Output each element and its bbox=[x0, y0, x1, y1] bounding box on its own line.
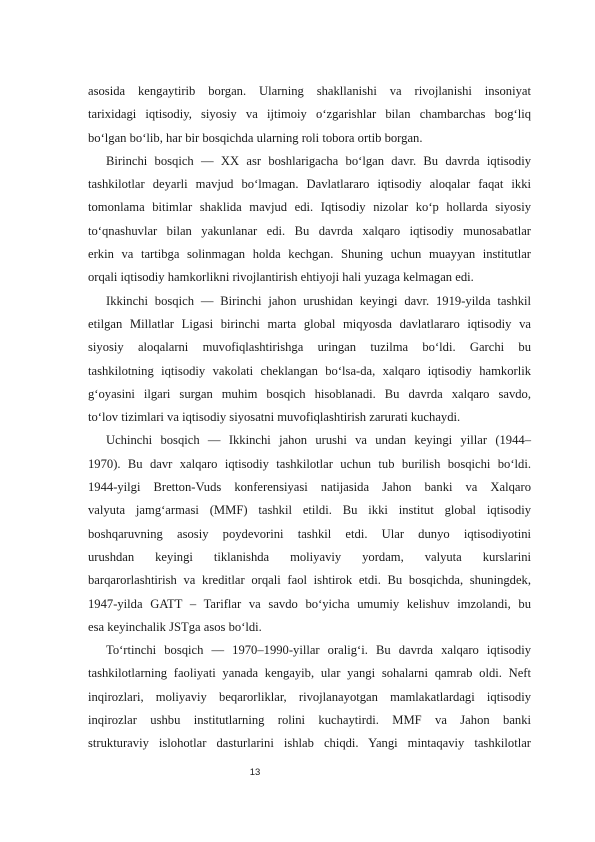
text-line: inqirozlari, moliyaviy beqarorliklar, rivojlanayotgan mamlakatlardagi iqtisodiy bbox=[88, 689, 531, 704]
text-line: tomonlama bitimlar shaklida mavjud edi. Iqtisodiy nizolar ko‘p hollarda siyosiy bbox=[88, 200, 531, 215]
text-line: To‘rtinchi bosqich — 1970–1990-yillar oralig‘i. Bu davrda xalqaro iqtisodiy bbox=[106, 643, 531, 658]
paragraph-4 bbox=[88, 429, 531, 639]
text-line: tashkilotning iqtisodiy vakolati cheklangan bo‘lsa-da, xalqaro iqtisodiy hamkorlik bbox=[88, 363, 531, 378]
text-line: 1944-yilgi Bretton-Vuds konferensiyasi natijasida Jahon banki va Xalqaro bbox=[88, 480, 531, 495]
text-line: siyosiy aloqalarni muvofiqlashtirishga uringan tuzilma bo‘ldi. Garchi bu bbox=[88, 340, 531, 355]
paragraph-1 bbox=[88, 80, 531, 150]
text-line: Birinchi bosqich — XX asr boshlarigacha bo‘lgan davr. Bu davrda iqtisodiy bbox=[106, 153, 531, 168]
text-line: Uchinchi bosqich — Ikkinchi jahon urushi va undan keyingi yillar (1944– bbox=[106, 433, 531, 448]
text-line: orqali iqtisodiy hamkorlikni rivojlantirish ehtiyoji hali yuzaga kelmagan edi. bbox=[88, 270, 474, 285]
page-number: 13 bbox=[249, 767, 261, 778]
text-line: erkin va tartibga solinmagan holda kechgan. Shuning uchun muayyan institutlar bbox=[88, 247, 531, 262]
text-line: asosida kengaytirib borgan. Ularning shakllanishi va rivojlanishi insoniyat bbox=[88, 84, 531, 98]
text-line: to‘lov tizimlari va iqtisodiy siyosatni muvofiqlashtirish zarurati kuchaydi. bbox=[88, 410, 461, 425]
paragraph-3 bbox=[88, 290, 531, 430]
text-line: inqirozlar ushbu institutlarning rolini kuchaytirdi. MMF va Jahon banki bbox=[88, 713, 531, 728]
text-line: g‘oyasini ilgari surgan muhim bosqich hisoblanadi. Bu davrda xalqaro savdo, bbox=[88, 386, 531, 401]
text-line: Ikkinchi bosqich — Birinchi jahon urushidan keyingi davr. 1919-yilda tashkil bbox=[106, 293, 531, 308]
page-body bbox=[88, 80, 531, 756]
text-line: tashkilotlar deyarli mavjud bo‘lmagan. Davlatlararo iqtisodiy aloqalar faqat ikki bbox=[88, 177, 531, 192]
text-line: strukturaviy islohotlar dasturlarini ishlab chiqdi. Yangi mintaqaviy tashkilotlar bbox=[88, 736, 531, 751]
text-line: 1947-yilda GATT – Tariflar va savdo bo‘yicha umumiy kelishuv imzolandi, bu bbox=[88, 596, 531, 611]
text-line: etilgan Millatlar Ligasi birinchi marta global miqyosda davlatlararo iqtisodiy va bbox=[88, 316, 531, 331]
text-line: valyuta jamg‘armasi (MMF) tashkil etildi. Bu ikki institut global iqtisodiy bbox=[88, 503, 531, 518]
text-line: to‘qnashuvlar bilan yakunlanar edi. Bu davrda xalqaro iqtisodiy munosabatlar bbox=[88, 223, 531, 238]
text-line: esa keyinchalik JSTga asos bo‘ldi. bbox=[88, 619, 262, 634]
text-line: bo‘lgan bo‘lib, har bir bosqichda ularning roli tobora ortib borgan. bbox=[88, 130, 423, 145]
paragraph-5 bbox=[88, 639, 531, 755]
text-line: boshqaruvning asosiy poydevorini tashkil etdi. Ular dunyo iqtisodiyotini bbox=[88, 526, 531, 541]
text-line: tashkilotlarning faoliyati yanada kengayib, ular yangi sohalarni qamrab oldi. Neft bbox=[88, 666, 531, 681]
text-line: tarixidagi iqtisodiy, siyosiy va ijtimoiy o‘zgarishlar bilan chambarchas bog‘liq bbox=[88, 107, 531, 122]
text-line: barqarorlashtirish va kreditlar orqali faol ishtirok etdi. Bu bosqichda, shuningdek, bbox=[88, 573, 531, 588]
text-line: urushdan keyingi tiklanishda moliyaviy yordam, valyuta kurslarini bbox=[88, 549, 531, 564]
paragraph-2 bbox=[88, 150, 531, 290]
text-line: 1970). Bu davr xalqaro iqtisodiy tashkilotlar uchun tub burilish bosqichi bo‘ldi. bbox=[88, 456, 531, 471]
